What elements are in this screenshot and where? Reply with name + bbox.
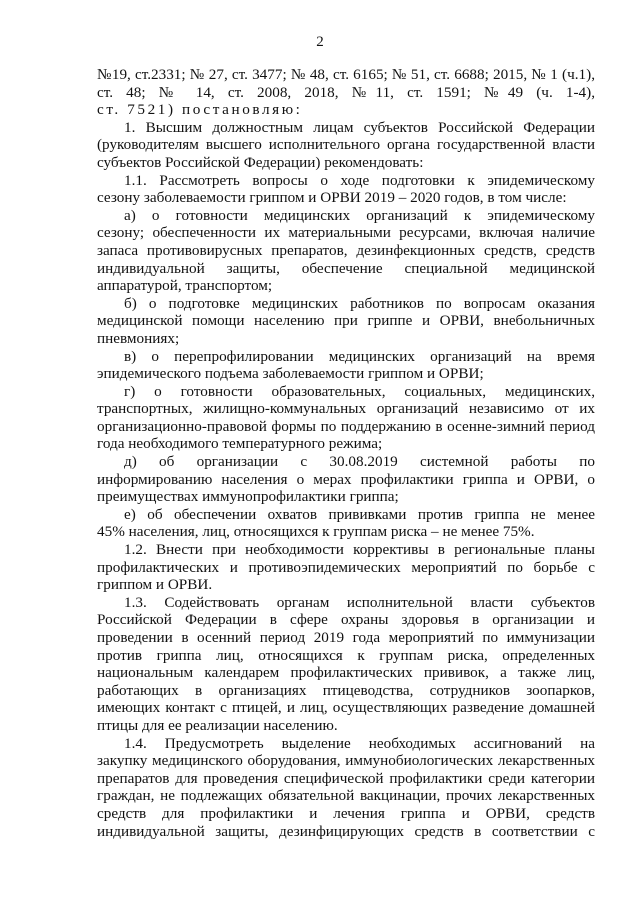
text-line: д) об организации с 30.08.2019 системной работы по <box>124 453 595 471</box>
text-line: медицинской помощи населению при гриппе и ОРВИ, внебольничных <box>97 312 595 330</box>
text-line: имеющих контакт с птицей, и лиц, осуществляющих разведение домашней <box>97 699 595 717</box>
text-line: 1. Высшим должностным лицам субъектов Российской Федерации <box>124 118 595 136</box>
text-line: 1.3. Содействовать органам исполнительной власти субъектов <box>124 593 595 611</box>
text-line: транспортных, жилищно-коммунальных организаций независимо от их <box>97 400 595 418</box>
document-body <box>97 66 595 840</box>
text-line: в) о перепрофилировании медицинских организаций на время <box>124 347 595 365</box>
text-line: б) о подготовке медицинских работников по вопросам оказания <box>124 294 595 312</box>
text-line: 45% населения, лиц, относящихся к группам риска – не менее 75%. <box>97 523 535 541</box>
text-line: ст. 48; № 14, ст. 2008, 2018, №11, ст. 1591; №49 (ч. 1-4), <box>97 83 595 101</box>
text-line: 1.4. Предусмотреть выделение необходимых ассигнований на <box>124 734 595 752</box>
text-line: преимуществах иммунопрофилактики гриппа; <box>97 488 399 506</box>
page-number: 2 <box>316 34 324 50</box>
text-line: Российской Федерации в сфере охраны здоровья в организации и <box>97 611 595 629</box>
text-line: 1.1. Рассмотреть вопросы о ходе подготовки к эпидемическому <box>124 171 595 189</box>
text-line: запаса противовирусных препаратов, дезинфекционных средств, средств <box>97 241 595 259</box>
text-line: организационно-правовой формы по поддержанию в осенне-зимний период <box>97 417 595 435</box>
text-line: эпидемического подъема заболеваемости гриппом и ОРВИ; <box>97 365 484 383</box>
text-line: информированию населения о мерах профилактики гриппа и ОРВИ, о <box>97 470 595 488</box>
text-line: профилактических и противоэпидемических мероприятий по борьбе с <box>97 558 595 576</box>
text-line: 1.2. Внести при необходимости коррективы в региональные планы <box>124 541 595 559</box>
text-line: а) о готовности медицинских организаций к эпидемическому <box>124 206 595 224</box>
text-line: сезону; обеспеченности их материальными ресурсами, включая наличие <box>97 224 595 242</box>
text-line: индивидуальной защиты, обеспечение специальной медицинской <box>97 259 595 277</box>
text-line: №19, ст.2331; № 27, ст. 3477; № 48, ст. 6165; № 51, ст. 6688; 2015, № 1 (ч.1), <box>97 66 595 83</box>
text-line: проведении в осенний период 2019 года мероприятий по иммунизации <box>97 629 595 646</box>
text-line: закупку медицинского оборудования, иммунобиологических лекарственных <box>97 752 595 770</box>
text-line: препаратов для проведения специфической профилактики среди категории <box>97 769 595 787</box>
text-line: е) об обеспечении охватов прививками против гриппа не менее <box>124 505 595 523</box>
text-line: работающих в организациях птицеводства, сотрудников зоопарков, <box>97 681 595 699</box>
text-line: сезону заболеваемости гриппом и ОРВИ 2019 – 2020 годов, в том числе: <box>97 189 567 207</box>
text-line: г) о готовности образовательных, социальных, медицинских, <box>124 382 595 400</box>
text-line: (руководителям высшего исполнительного органа государственной власти <box>97 136 595 154</box>
text-line: птицы для ее реализации населению. <box>97 716 338 734</box>
text-line: гриппом и ОРВИ. <box>97 576 213 594</box>
text-line: года необходимого температурного режима; <box>97 435 383 453</box>
text-line: граждан, не подлежащих обязательной вакцинации, прочих лекарственных <box>97 787 595 805</box>
text-line: пневмониях; <box>97 329 180 347</box>
text-line: индивидуальной защиты, дезинфицирующих средств в соответствии с <box>97 822 595 840</box>
text-line: ст. 7521) постановляю: <box>97 101 303 119</box>
text-line: средств для профилактики и лечения гриппа и ОРВИ, средств <box>97 804 595 822</box>
text-line: аппаратурой, транспортом; <box>97 277 273 295</box>
text-line: против гриппа лиц, относящихся к группам риска, определенных <box>97 646 595 664</box>
text-line: национальным календарем профилактических прививок, а также лиц, <box>97 664 595 682</box>
text-line: субъектов Российской Федерации) рекомендовать: <box>97 153 424 171</box>
